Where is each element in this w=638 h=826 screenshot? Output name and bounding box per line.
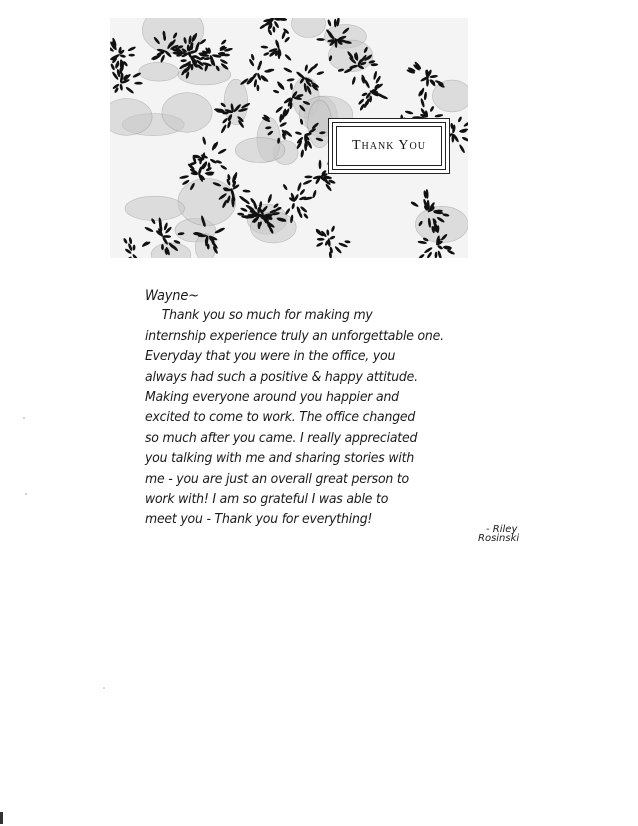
note-line: work with! I am so grateful I was able to xyxy=(145,492,389,508)
note-line: me - you are just an overall great person to xyxy=(145,471,409,487)
note-line: so much after you came. I really appreciated xyxy=(145,430,418,446)
note-line: Making everyone around you happier and xyxy=(145,390,399,406)
note-line: internship experience truly an unforgettable one. xyxy=(145,328,444,344)
note-line: Everyday that you were in the office, you xyxy=(145,349,396,365)
note-greeting: Wayne~ xyxy=(145,288,199,304)
signoff-dash: - xyxy=(486,524,490,535)
card-title-frame xyxy=(328,118,450,174)
signature-first-text: Riley xyxy=(492,524,518,535)
card-title: Thank You xyxy=(352,138,426,153)
note-line: excited to come to work. The office changed xyxy=(145,410,416,426)
note-line: Thank you so much for making my xyxy=(161,308,373,324)
handwritten-note xyxy=(145,286,525,531)
note-line: you talking with me and sharing stories with xyxy=(145,451,415,467)
note-line: meet you - Thank you for everything! xyxy=(145,512,373,528)
thank-you-card-illustration xyxy=(110,18,468,258)
signature-last-name: Rosinski xyxy=(478,533,520,544)
note-line: always had such a positive & happy attitude. xyxy=(145,369,418,385)
signature xyxy=(478,524,519,544)
